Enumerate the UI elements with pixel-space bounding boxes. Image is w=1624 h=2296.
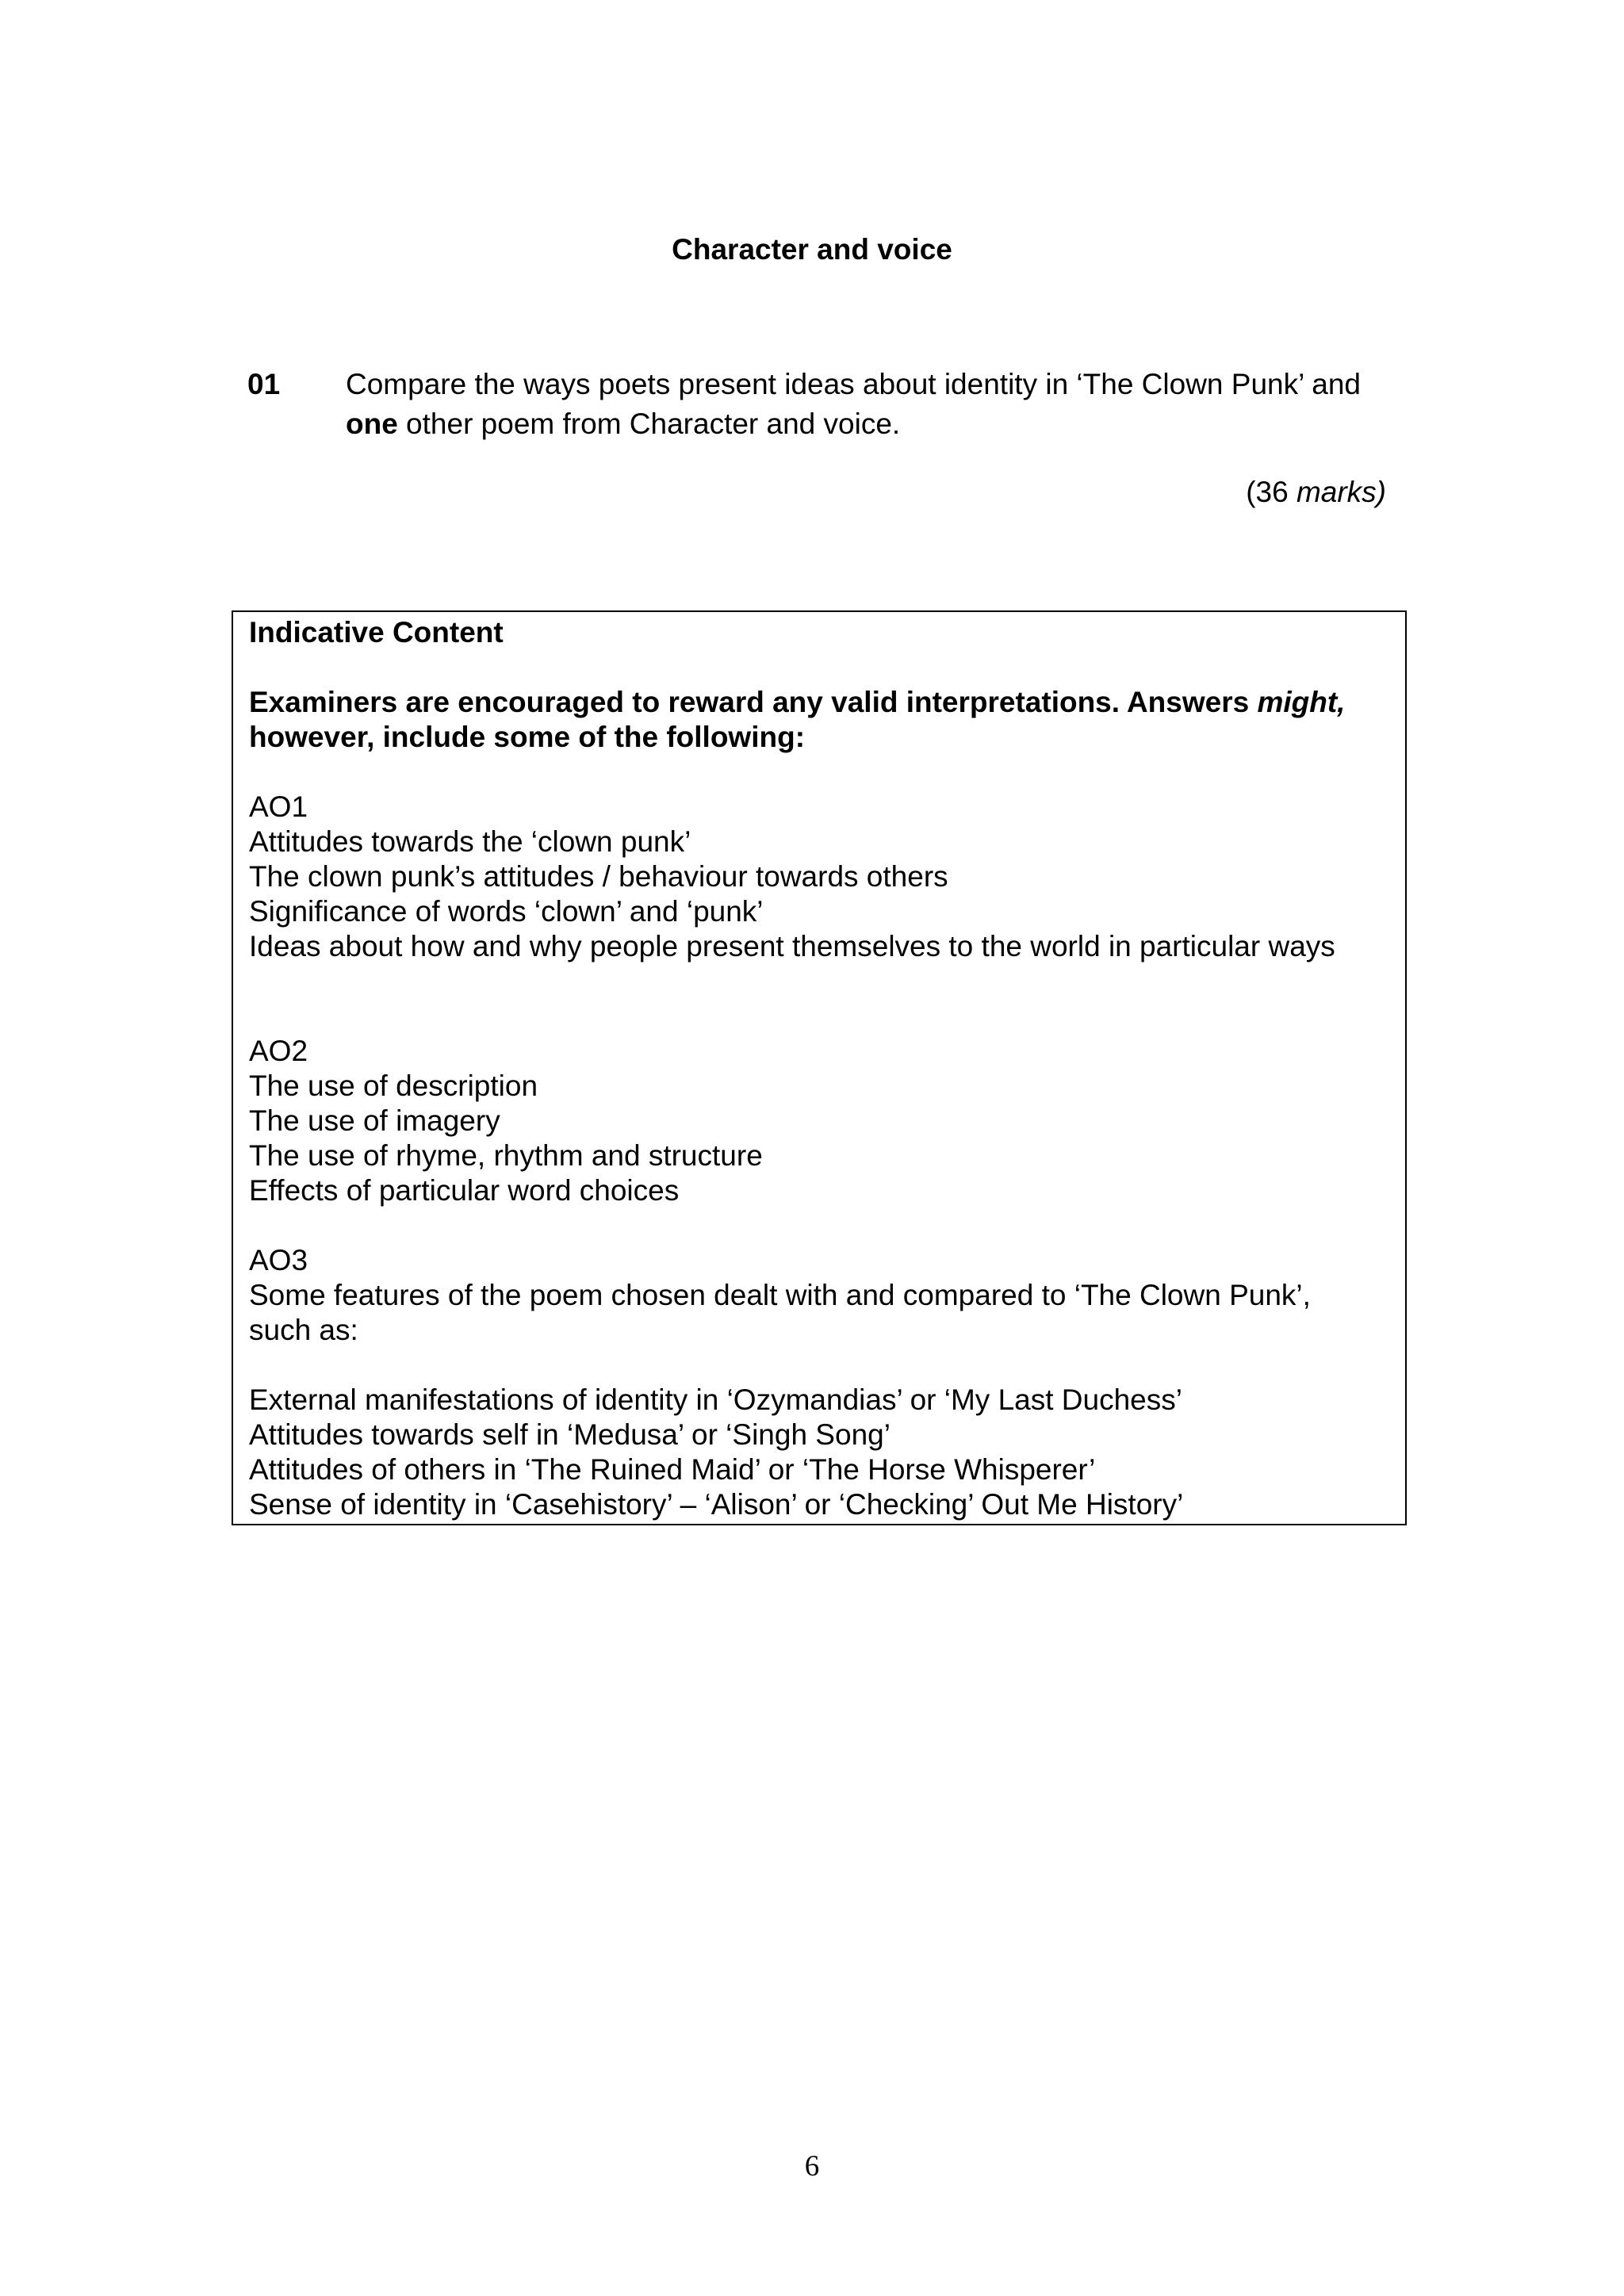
ao2-label: AO2 — [249, 1035, 308, 1067]
indicative-intro-line-1 — [249, 685, 1389, 720]
ao1-item: Attitudes towards the ‘clown punk’ — [249, 825, 691, 858]
page-number: 6 — [804, 2150, 820, 2183]
question-text-emphasis: one — [346, 408, 398, 440]
question-marks — [1246, 473, 1386, 512]
ao1-group — [249, 790, 1389, 964]
marks-word: marks) — [1296, 476, 1386, 508]
ao3-label: AO3 — [249, 1244, 308, 1276]
ao3-item: Attitudes towards self in ‘Medusa’ or ‘Singh Song’ — [249, 1418, 891, 1451]
ao3-examples — [249, 1383, 1389, 1522]
indicative-heading: Indicative Content — [249, 616, 504, 649]
section-title: Character and voice — [672, 233, 952, 266]
ao3-item: Sense of identity in ‘Casehistory’ – ‘Alison’ or ‘Checking’ Out Me History’ — [249, 1488, 1184, 1521]
indicative-intro — [249, 685, 1389, 755]
question-text — [346, 365, 1385, 444]
marks-value: (36 — [1246, 476, 1297, 508]
question-text-end: other poem from Character and voice. — [397, 408, 901, 440]
ao3-item: Attitudes of others in ‘The Ruined Maid’ or ‘The Horse Whisperer’ — [249, 1453, 1096, 1486]
ao2-item: The use of rhyme, rhythm and structure — [249, 1139, 763, 1172]
ao2-item: The use of description — [249, 1070, 538, 1102]
indicative-intro-line-2: however, include some of the following: — [249, 721, 806, 753]
indicative-content-box — [232, 610, 1407, 1525]
question-text-start: Compare the ways poets present ideas about identity in ‘The Clown Punk’ and — [346, 368, 1361, 400]
ao2-item: The use of imagery — [249, 1104, 500, 1137]
ao1-label: AO1 — [249, 790, 308, 823]
ao1-item: Significance of words ‘clown’ and ‘punk’ — [249, 895, 764, 928]
ao3-group — [249, 1243, 1389, 1348]
question-number: 01 — [247, 368, 281, 400]
ao3-lead-line-2: such as: — [249, 1314, 358, 1346]
ao3-item: External manifestations of identity in ‘Ozymandias’ or ‘My Last Duchess’ — [249, 1383, 1182, 1416]
ao1-item: Ideas about how and why people present themselves to the world in particular ways — [249, 930, 1335, 962]
ao3-lead-line-1: Some features of the poem chosen dealt with and compared to ‘The Clown Punk’, — [249, 1279, 1311, 1311]
ao2-item: Effects of particular word choices — [249, 1174, 680, 1207]
ao2-group — [249, 1034, 1389, 1208]
ao1-item: The clown punk’s attitudes / behaviour towards others — [249, 860, 948, 893]
intro-text-1: Examiners are encouraged to reward any valid interpretations. Answers — [249, 686, 1258, 718]
intro-text-italic: might, — [1257, 686, 1346, 718]
